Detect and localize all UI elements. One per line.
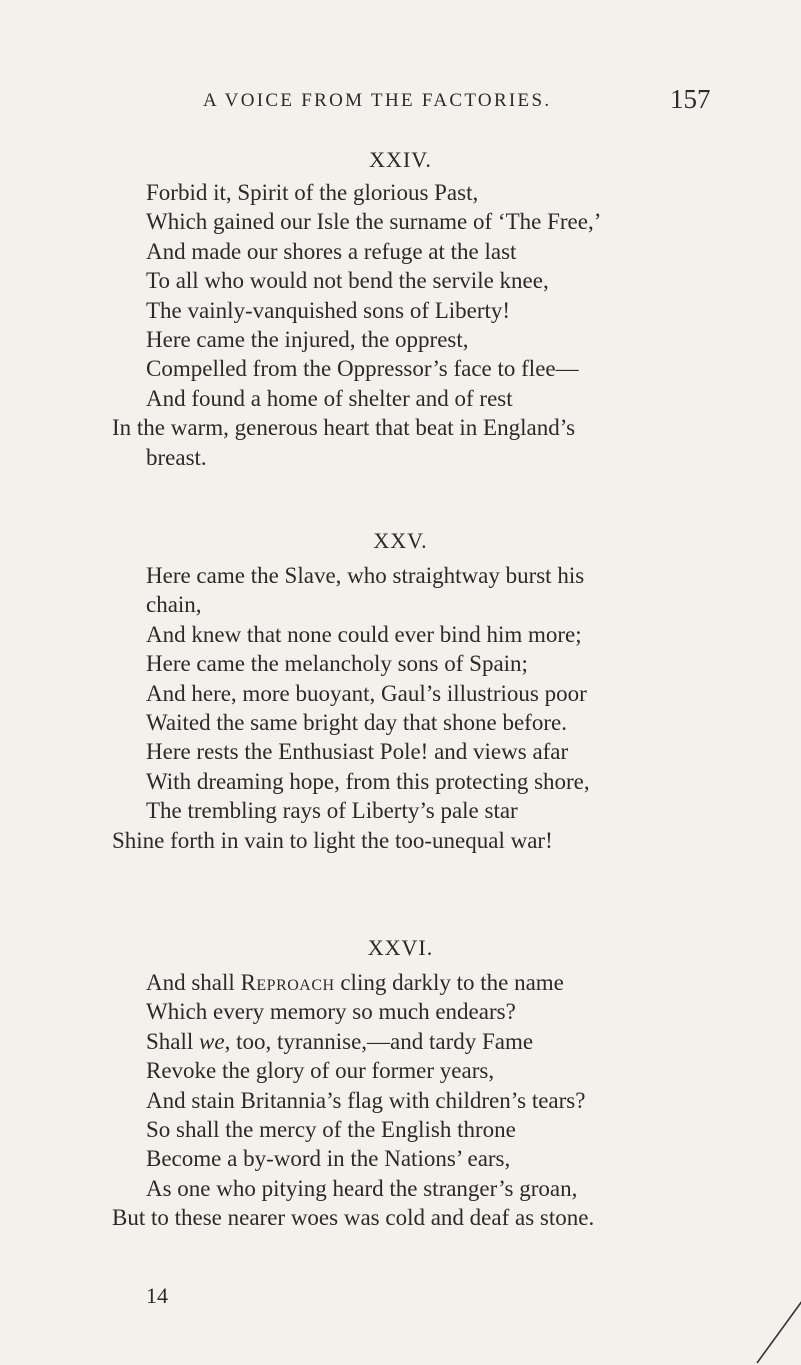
verse-line: And made our shores a refuge at the last xyxy=(146,238,517,264)
verse-line: To all who would not bend the servile knee, xyxy=(146,268,549,294)
verse-text: Shall xyxy=(146,1028,200,1054)
verse-line: breast. xyxy=(146,444,207,470)
stanza-xxv xyxy=(0,561,801,855)
verse-line: Here came the Slave, who straightway burst his xyxy=(146,563,585,588)
verse-line: And knew that none could ever bind him more; xyxy=(146,621,582,647)
verse-line: Which gained our Isle the surname of ‘The Free,’ xyxy=(146,209,602,235)
italic-word: we xyxy=(199,1028,225,1054)
verse-line xyxy=(0,1027,801,1056)
verse-line xyxy=(0,968,801,997)
verse-line: With dreaming hope, from this protecting shore, xyxy=(146,768,590,794)
margin-stroke-mark xyxy=(755,1295,801,1365)
verse-line: In the warm, generous heart that beat in England’s xyxy=(112,415,576,441)
verse-line: And stain Britannia’s flag with children’s tears? xyxy=(146,1087,586,1113)
verse-line: Shine forth in vain to light the too-unequal war! xyxy=(112,827,553,853)
page-number: 157 xyxy=(670,84,711,114)
stanza-numeral-xxvi: XXVI. xyxy=(367,935,434,960)
running-head xyxy=(0,84,801,118)
verse-line: The trembling rays of Liberty’s pale star xyxy=(146,798,518,824)
verse-line: And here, more buoyant, Gaul’s illustrious poor xyxy=(146,680,587,706)
verse-line: So shall the mercy of the English throne xyxy=(146,1116,516,1142)
verse-line: Compelled from the Oppressor’s face to flee— xyxy=(146,356,579,382)
stanza-numeral-xxv: XXV. xyxy=(373,528,428,553)
verse-line: As one who pitying heard the stranger’s groan, xyxy=(146,1175,578,1201)
verse-line: Become a by-word in the Nations’ ears, xyxy=(146,1146,511,1172)
verse-text: And shall xyxy=(146,970,241,995)
verse-line: chain, xyxy=(146,592,202,618)
running-title: A VOICE FROM THE FACTORIES. xyxy=(203,90,552,111)
small-caps-word: Reproach xyxy=(240,970,335,995)
verse-line: Forbid it, Spirit of the glorious Past, xyxy=(146,180,479,205)
verse-line: Here came the injured, the opprest, xyxy=(146,326,469,352)
verse-line: Which every memory so much endears? xyxy=(146,999,516,1025)
verse-line: Here came the melancholy sons of Spain; xyxy=(146,651,528,677)
verse-line: Waited the same bright day that shone before. xyxy=(146,709,567,735)
verse-line: And found a home of shelter and of rest xyxy=(146,385,513,411)
verse-line: Here rests the Enthusiast Pole! and views afar xyxy=(146,739,569,765)
verse-text: cling darkly to the name xyxy=(334,970,564,995)
signature-mark: 14 xyxy=(146,1283,168,1308)
stanza-xxiv xyxy=(0,178,801,472)
verse-line: The vainly-vanquished sons of Liberty! xyxy=(146,297,511,323)
verse-text: , too, tyrannise,—and tardy Fame xyxy=(224,1028,534,1054)
verse-line: Revoke the glory of our former years, xyxy=(146,1058,495,1084)
stanza-xxvi xyxy=(0,968,801,1233)
stanza-numeral-xxiv: XXIV. xyxy=(369,147,432,172)
verse-line: But to these nearer woes was cold and deaf as stone. xyxy=(112,1205,595,1231)
